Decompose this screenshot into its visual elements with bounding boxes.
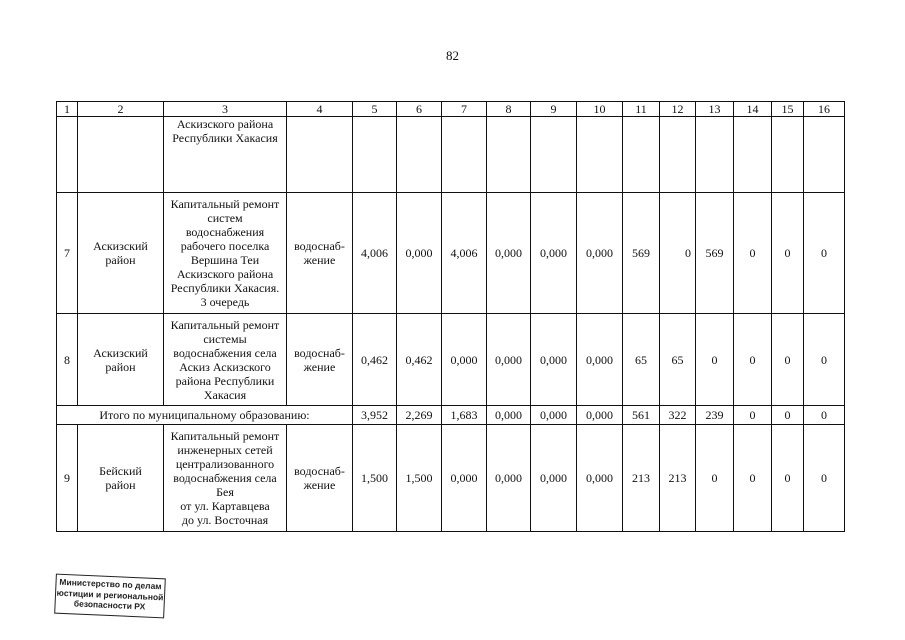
- value-cell: 0,000: [487, 425, 531, 532]
- table-row-9: [57, 425, 845, 532]
- cell-empty: [734, 117, 772, 193]
- value-cell: 0: [804, 314, 845, 406]
- cell-empty: [660, 117, 696, 193]
- value-cell: 0,000: [531, 425, 577, 532]
- cell-empty: [397, 117, 442, 193]
- capital-repair-table: [56, 101, 845, 532]
- header-cell: 1: [57, 102, 78, 117]
- header-cell: 3: [164, 102, 287, 117]
- total-value-cell: 0,000: [487, 406, 531, 425]
- object-name-cell: Аскизского района Республики Хакасия: [164, 117, 287, 193]
- cell-empty: [804, 117, 845, 193]
- value-cell: 0: [734, 193, 772, 314]
- header-cell: 6: [397, 102, 442, 117]
- header-cell: 16: [804, 102, 845, 117]
- value-cell: 4,006: [353, 193, 397, 314]
- type-cell: водоснаб- жение: [287, 425, 353, 532]
- cell-empty: [287, 117, 353, 193]
- value-cell: 0,000: [487, 193, 531, 314]
- value-cell: 0: [696, 425, 734, 532]
- value-cell: 0,462: [397, 314, 442, 406]
- district-cell: Аскизский район: [78, 193, 164, 314]
- table-row-continued: [57, 117, 845, 193]
- value-cell: 65: [623, 314, 660, 406]
- total-value-cell: 561: [623, 406, 660, 425]
- cell-empty: [78, 117, 164, 193]
- value-cell: 0,000: [577, 314, 623, 406]
- header-cell: 7: [442, 102, 487, 117]
- value-cell: 0: [696, 314, 734, 406]
- header-cell: 9: [531, 102, 577, 117]
- value-cell: 0,000: [397, 193, 442, 314]
- table-row-8: [57, 314, 845, 406]
- value-cell: 0: [660, 193, 696, 314]
- total-value-cell: 1,683: [442, 406, 487, 425]
- value-cell: 0: [772, 193, 804, 314]
- object-name-cell: Капитальный ремонт систем водоснабжения рабочего поселка Вершина Теи Аскизского района Республики Хакасия. 3 очередь: [164, 193, 287, 314]
- ministry-stamp: [54, 574, 166, 619]
- total-value-cell: 0: [772, 406, 804, 425]
- page-number: 82: [446, 48, 459, 63]
- header-cell: 15: [772, 102, 804, 117]
- value-cell: 569: [623, 193, 660, 314]
- value-cell: 1,500: [353, 425, 397, 532]
- cell-empty: [696, 117, 734, 193]
- total-row: [57, 406, 845, 425]
- value-cell: 0,462: [353, 314, 397, 406]
- cell-empty: [442, 117, 487, 193]
- cell-empty: [577, 117, 623, 193]
- type-cell: водоснаб- жение: [287, 314, 353, 406]
- cell-empty: [531, 117, 577, 193]
- value-cell: 569: [696, 193, 734, 314]
- value-cell: 65: [660, 314, 696, 406]
- value-cell: 213: [623, 425, 660, 532]
- value-cell: 213: [660, 425, 696, 532]
- value-cell: 0,000: [442, 425, 487, 532]
- value-cell: 4,006: [442, 193, 487, 314]
- total-value-cell: 0: [734, 406, 772, 425]
- header-cell: 10: [577, 102, 623, 117]
- total-value-cell: 0: [804, 406, 845, 425]
- value-cell: 0,000: [442, 314, 487, 406]
- header-cell: 11: [623, 102, 660, 117]
- header-cell: 14: [734, 102, 772, 117]
- district-cell: Аскизский район: [78, 314, 164, 406]
- value-cell: 0: [804, 425, 845, 532]
- value-cell: 1,500: [397, 425, 442, 532]
- value-cell: 0: [804, 193, 845, 314]
- total-value-cell: 0,000: [531, 406, 577, 425]
- district-cell: Бейский район: [78, 425, 164, 532]
- header-cell: 8: [487, 102, 531, 117]
- value-cell: 0: [772, 314, 804, 406]
- header-cell: 2: [78, 102, 164, 117]
- header-cell: 13: [696, 102, 734, 117]
- cell-empty: [353, 117, 397, 193]
- value-cell: 0: [772, 425, 804, 532]
- header-row: [57, 102, 845, 117]
- total-value-cell: 322: [660, 406, 696, 425]
- header-cell: 5: [353, 102, 397, 117]
- total-value-cell: 239: [696, 406, 734, 425]
- value-cell: 0,000: [531, 193, 577, 314]
- total-value-cell: 2,269: [397, 406, 442, 425]
- cell-empty: [772, 117, 804, 193]
- header-cell: 12: [660, 102, 696, 117]
- stamp-line: безопасности РХ: [73, 598, 146, 612]
- cell-empty: [623, 117, 660, 193]
- object-name-cell: Капитальный ремонт инженерных сетей централизованного водоснабжения села Бея от ул. Картавцева до ул. Восточная: [164, 425, 287, 532]
- row-number-cell: 7: [57, 193, 78, 314]
- header-cell: 4: [287, 102, 353, 117]
- total-value-cell: 3,952: [353, 406, 397, 425]
- stamp-line: юстиции и региональной: [56, 587, 164, 602]
- value-cell: 0,000: [531, 314, 577, 406]
- cell-empty: [487, 117, 531, 193]
- total-label-cell: Итого по муниципальному образованию:: [57, 406, 353, 425]
- type-cell: водоснаб- жение: [287, 193, 353, 314]
- value-cell: 0,000: [487, 314, 531, 406]
- value-cell: 0: [734, 314, 772, 406]
- row-number-cell: 9: [57, 425, 78, 532]
- cell-empty: [57, 117, 78, 193]
- value-cell: 0,000: [577, 425, 623, 532]
- table-row-7: [57, 193, 845, 314]
- value-cell: 0: [734, 425, 772, 532]
- row-number-cell: 8: [57, 314, 78, 406]
- total-value-cell: 0,000: [577, 406, 623, 425]
- object-name-cell: Капитальный ремонт системы водоснабжения села Аскиз Аскизского района Республики Хакасия: [164, 314, 287, 406]
- value-cell: 0,000: [577, 193, 623, 314]
- stamp-line: Министерство по делам: [59, 576, 162, 592]
